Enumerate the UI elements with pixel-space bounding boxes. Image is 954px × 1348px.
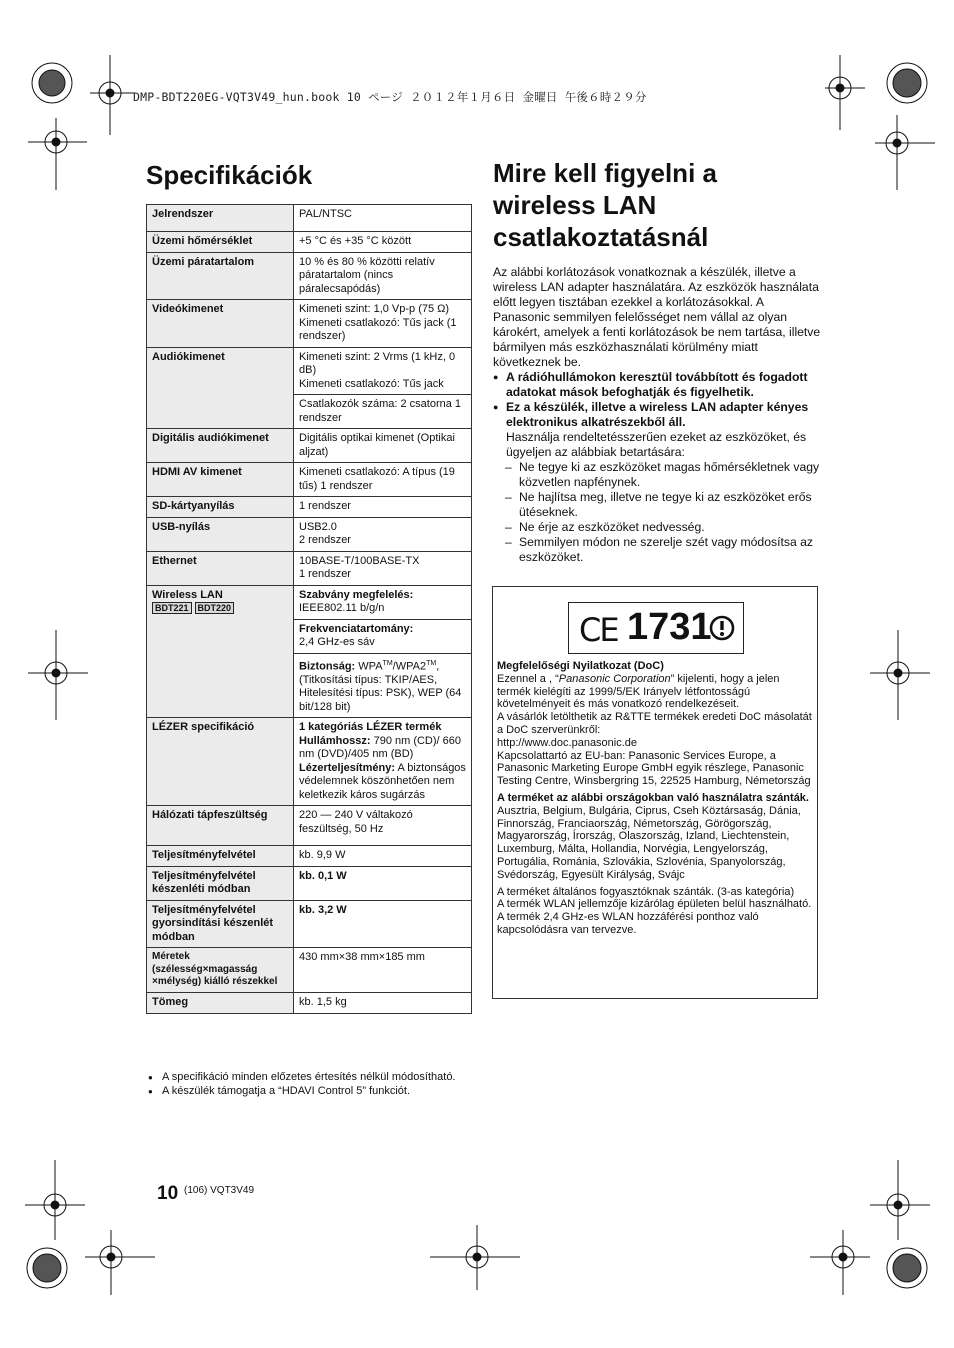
spec-value <box>294 619 472 653</box>
spec-value: Kimeneti csatlakozó: A típus (19 tűs) 1 rendszer <box>294 463 472 497</box>
registration-mark-top-right <box>825 55 935 190</box>
spec-value-line: 1 rendszer <box>299 568 351 580</box>
doc-paragraph: A termék 2,4 GHz-es WLAN hozzáférési ponthoz való kapcsolódásra van tervezve. <box>497 911 759 936</box>
spec-value-line: 10BASE-T/100BASE-TX <box>299 554 420 567</box>
registration-mark-bottom-center <box>430 1225 520 1290</box>
spec-label: Tömeg <box>147 992 294 1013</box>
doc-paragraph: A termék WLAN jellemzője kizárólag épületen belül használható. <box>497 898 812 911</box>
doc-url: http://www.doc.panasonic.de <box>497 736 638 749</box>
spec-value-heading: Lézerteljesítmény: <box>299 761 395 774</box>
doc-paragraph: A terméket általános fogyasztóknak szánták. (3-as kategória) <box>497 885 795 898</box>
registration-mark-bottom-right <box>810 1160 935 1295</box>
doc-text-part: ” kijelenti, hogy a jelen termék kielégíti az 1999/5/EK Irányelv létfontosságú követelményeit és más vonatkozó rendelkezéseit. <box>497 672 780 711</box>
wlan-dash-item: – Ne érje az eszközöket nedvesség. <box>493 520 821 535</box>
spec-label: Üzemi hőmérséklet <box>147 232 294 253</box>
spec-value: kb. 0,1 W <box>294 866 472 900</box>
spec-value-text: (Titkosítási típus: TKIP/AES, Hitelesítési típus: PSK), WEP (64 bit/128 bit) <box>299 673 462 713</box>
model-badge: BDT220 <box>195 602 235 614</box>
list-item: ● A készülék támogatja a “HDAVI Control 5” funkciót. <box>148 1085 478 1098</box>
doc-countries-heading: A terméket az alábbi országokban való használatra szánták. <box>497 791 809 804</box>
spec-label-text: Wireless LAN <box>152 588 223 601</box>
doc-paragraph: Kapcsolattartó az EU-ban: Panasonic Services Europe, a Panasonic Marketing Europe GmbH egyik részlege, Panasonic Testing Centre, Winsbergring 15, 22525 Hamburg, Németország <box>497 749 811 788</box>
page-number: 10 <box>157 1183 179 1204</box>
spec-value: Csatlakozók száma: 2 csatorna 1 rendszer <box>294 395 472 429</box>
spec-value-line: Kimeneti csatlakozó: Tűs jack (1 rendszer) <box>299 316 457 342</box>
spec-label: Teljesítményfelvétel gyorsindítási készenlét módban <box>147 900 294 948</box>
table-row <box>147 463 472 497</box>
list-item: ● A specifikáció minden előzetes értesítés nélkül módosítható. <box>148 1071 478 1084</box>
table-row <box>147 429 472 463</box>
registration-mark-top-left <box>25 60 87 190</box>
wlan-dash-item: – Ne tegye ki az eszközöket magas hőmérsékletnek vagy közvetlen napfénynek. <box>493 460 821 490</box>
spec-label: Digitális audiókimenet <box>147 429 294 463</box>
spec-label: Teljesítményfelvétel <box>147 846 294 867</box>
spec-value: 430 mm×38 mm×185 mm <box>294 948 472 993</box>
ce-mark: CE <box>579 611 618 649</box>
doc-paragraph <box>497 673 813 711</box>
spec-value: kb. 1,5 kg <box>294 992 472 1013</box>
table-row <box>147 517 472 551</box>
table-row <box>147 948 472 993</box>
spec-label <box>147 585 294 718</box>
spec-value <box>294 551 472 585</box>
table-row <box>147 252 472 300</box>
table-row <box>147 866 472 900</box>
alert-icon <box>709 615 735 641</box>
spec-label: Audiókimenet <box>147 347 294 429</box>
spec-value-heading: Biztonság: <box>299 660 356 673</box>
spec-value: 220 — 240 V váltakozó feszültség, 50 Hz <box>294 806 472 846</box>
doc-paragraph: A vásárlók letölthetik az R&TTE termékek eredeti DoC másolatát a DoC szerverünkről: <box>497 711 812 736</box>
trademark-mark: TM <box>426 659 437 667</box>
table-row <box>147 992 472 1013</box>
table-row <box>147 585 472 619</box>
spec-value: Digitális optikai kimenet (Optikai aljzat) <box>294 429 472 463</box>
spec-label: Videókimenet <box>147 300 294 348</box>
registration-mark-bottom-left <box>25 1160 160 1295</box>
doc-countries: Ausztria, Belgium, Bulgária, Ciprus, Cseh Köztársaság, Dánia, Finnország, Franciaország, Németország, Görögország, Magyarország, Írország, Olaszország, Izland, Liechtenstein, Luxemburg, Málta, Hollandia, Norvégia, Lengyelország, Portugália, Románia, Szlovákia, Szlovénia, Spanyolország, Svédország, Egyesült Királyság, Svájc <box>497 804 801 881</box>
spec-table <box>146 204 472 1014</box>
wlan-dash-item: – Ne hajlítsa meg, illetve ne tegye ki az eszközöket erős ütéseknek. <box>493 490 821 520</box>
spec-value-line: 2,4 GHz-es sáv <box>299 636 375 648</box>
spec-value: 1 rendszer <box>294 497 472 518</box>
spec-notes <box>148 1071 478 1099</box>
spec-value-line: Kimeneti szint: 2 Vrms (1 kHz, 0 dB) <box>299 350 456 376</box>
spec-label: LÉZER specifikáció <box>147 718 294 806</box>
spec-label: USB-nyílás <box>147 517 294 551</box>
spec-value-line: USB2.0 <box>299 520 337 533</box>
spec-label: Hálózati tápfeszültség <box>147 806 294 846</box>
spec-value-heading: Szabvány megfelelés: <box>299 588 414 601</box>
wlan-bullet-text: Használja rendeltetésszerűen ezeket az eszközöket, és ügyeljen az alábbiak betartására: <box>506 430 807 459</box>
spec-value-text: /WPA2 <box>392 660 427 673</box>
table-row <box>147 205 472 232</box>
spec-value <box>294 585 472 619</box>
spec-value-text: A biztonságos védelemnek köszönhetően nem keletkezik káros sugárzás <box>299 761 466 801</box>
spec-label: HDMI AV kimenet <box>147 463 294 497</box>
spec-label: SD-kártyanyílás <box>147 497 294 518</box>
wlan-bullet: ● A rádióhullámokon keresztül továbbított és fogadott adatokat mások befoghatják és figyelhetik. <box>493 370 821 400</box>
spec-label: Jelrendszer <box>147 205 294 232</box>
registration-mark-mid-right <box>870 630 930 720</box>
table-row <box>147 232 472 253</box>
table-row <box>147 718 472 806</box>
doc-company-name: Panasonic Corporation <box>558 672 671 685</box>
doc-heading: Megfelelőségi Nyilatkozat (DoC) <box>497 660 664 672</box>
wlan-dash-item: – Semmilyen módon ne szerelje szét vagy módosítsa az eszközöket. <box>493 535 821 565</box>
table-row <box>147 497 472 518</box>
spec-label: Méretek (szélesség×magasság ×mélység) kiálló részekkel <box>147 948 294 993</box>
table-row <box>147 846 472 867</box>
doc-text <box>497 660 813 937</box>
book-header: DMP-BDT220EG-VQT3V49_hun.book 10 ページ ２０１２年１月６日 金曜日 午後６時２９分 <box>133 90 647 104</box>
doc-box <box>492 586 818 999</box>
spec-value: PAL/NTSC <box>294 205 472 232</box>
table-row <box>147 300 472 348</box>
spec-value-line: 2 rendszer <box>299 534 351 546</box>
spec-value <box>294 300 472 348</box>
spec-value-heading: 1 kategóriás LÉZER termék <box>299 721 442 734</box>
registration-mark-top-left-2 <box>90 55 135 135</box>
wlan-section <box>493 265 821 565</box>
table-row <box>147 347 472 395</box>
spec-value <box>294 718 472 806</box>
spec-label: Teljesítményfelvétel készenléti módban <box>147 866 294 900</box>
spec-value: 10 % és 80 % közötti relatív páratartalom (nincs páralecsapódás) <box>294 252 472 300</box>
model-badge: BDT221 <box>152 602 192 614</box>
trademark-mark: TM <box>382 659 393 667</box>
spec-value-heading: Frekvenciatartomány: <box>299 622 414 635</box>
wlan-title: Mire kell figyelni a wireless LAN csatlakoztatásnál <box>493 158 717 252</box>
wlan-bullet: ● Ez a készülék, illetve a wireless LAN adapter kényes elektronikus alkatrészekből áll. <box>493 400 821 430</box>
spec-value: Biztonság: WPA™/WPA2™, (Titkosítási típus: TKIP/AES, Hitelesítési típus: PSK), WEP (64 bit/128 bit) <box>294 653 472 718</box>
doc-text-part: Ezennel a , “ <box>497 672 559 685</box>
spec-label: Ethernet <box>147 551 294 585</box>
table-row <box>147 900 472 948</box>
ce-mark-box <box>568 602 744 654</box>
spec-value-line: Kimeneti csatlakozó: Tűs jack <box>299 377 444 390</box>
table-row <box>147 806 472 846</box>
spec-value-heading: Hullámhossz: <box>299 734 371 747</box>
spec-value-text: WPA <box>358 660 383 673</box>
spec-value-line: IEEE802.11 b/g/n <box>299 602 385 614</box>
registration-mark-mid-left <box>28 630 88 720</box>
ce-number: 1731 <box>627 606 712 648</box>
spec-title: Specifikációk <box>146 160 313 190</box>
spec-value: kb. 9,9 W <box>294 846 472 867</box>
wlan-intro: Az alábbi korlátozások vonatkoznak a készülék, illetve a wireless LAN adapter használatára. Az eszközök használata előtt legyen tisztában ezekkel a korlátozásokkal. A Panasonic semmilyen felelősséget nem vállal az olyan károkért, amelyek a fenti korlátozások be nem tartása, illetve bármilyen más eszközhasználati körülmény miatt következnek be. <box>493 265 821 369</box>
spec-value-line: Kimeneti szint: 1,0 Vp-p (75 Ω) <box>299 303 450 315</box>
spec-value <box>294 347 472 395</box>
page-code: (106) VQT3V49 <box>184 1185 255 1196</box>
spec-value <box>294 517 472 551</box>
spec-value-text: 790 nm (CD)/ 660 nm (DVD)/405 nm (BD) <box>299 734 462 761</box>
spec-value: kb. 3,2 W <box>294 900 472 948</box>
spec-value: +5 °C és +35 °C között <box>294 232 472 253</box>
table-row <box>147 551 472 585</box>
spec-label: Üzemi páratartalom <box>147 252 294 300</box>
